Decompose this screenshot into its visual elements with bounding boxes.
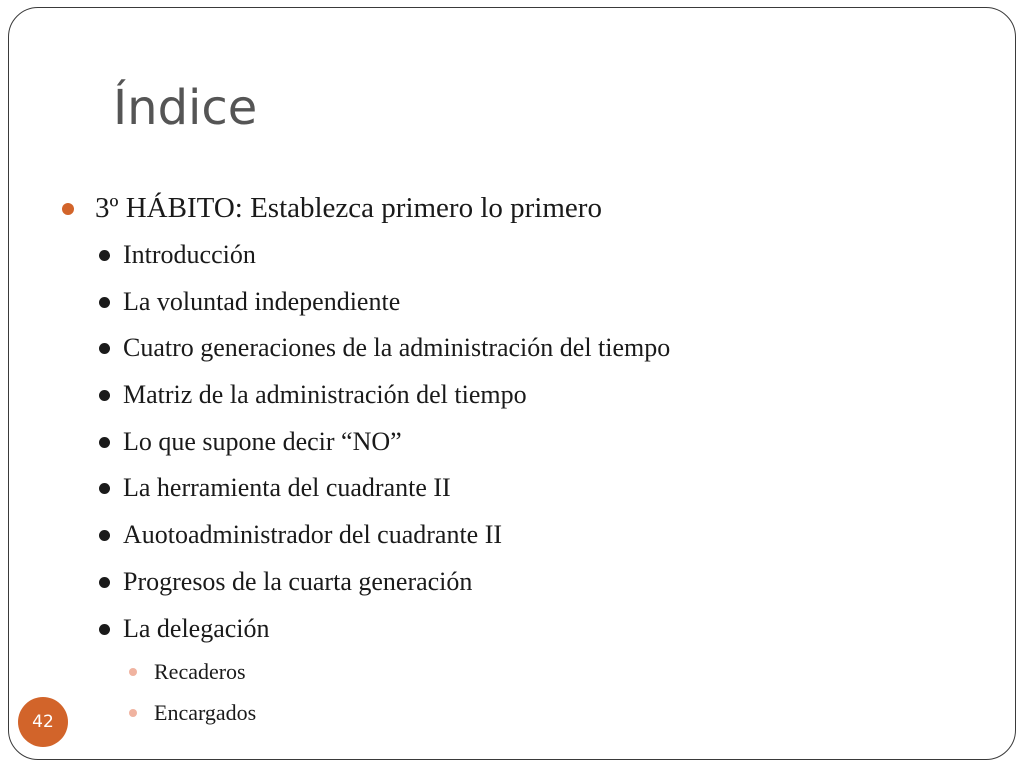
list-item <box>129 698 256 739</box>
slide-title: Índice <box>113 80 258 136</box>
sub-sub-bullet-list <box>129 657 256 739</box>
bullet-dot-icon <box>62 203 74 215</box>
list-item-main <box>62 188 602 228</box>
sub-bullet-list <box>99 236 670 656</box>
list-item <box>99 563 670 610</box>
bullet-dot-icon <box>129 709 137 717</box>
page-number-badge: 42 <box>18 697 68 747</box>
bullet-dot-icon <box>99 297 110 308</box>
sub-item-text: La herramienta del cuadrante II <box>123 473 451 503</box>
sub-item-text: Lo que supone decir “NO” <box>123 426 402 456</box>
main-bullet-list <box>62 188 602 228</box>
list-item <box>99 423 670 470</box>
sub-sub-item-text: Recaderos <box>154 659 246 684</box>
bullet-dot-icon <box>99 530 110 541</box>
list-item <box>129 657 256 698</box>
sub-item-text: La voluntad independiente <box>123 286 401 316</box>
bullet-dot-icon <box>99 483 110 494</box>
sub-sub-item-text: Encargados <box>154 700 257 725</box>
sub-item-text: Auotoadministrador del cuadrante II <box>123 520 503 550</box>
list-item <box>99 329 670 376</box>
bullet-dot-icon <box>129 668 137 676</box>
list-item <box>99 283 670 330</box>
bullet-dot-icon <box>99 624 110 635</box>
list-item <box>99 376 670 423</box>
list-item <box>99 236 670 283</box>
bullet-dot-icon <box>99 343 110 354</box>
bullet-dot-icon <box>99 437 110 448</box>
sub-item-text: Matriz de la administración del tiempo <box>123 380 527 410</box>
sub-item-text: La delegación <box>123 613 270 643</box>
sub-item-text: Introducción <box>123 240 256 269</box>
list-item <box>99 610 670 657</box>
main-item-text: 3º HÁBITO: Establezca primero lo primero <box>95 192 602 224</box>
list-item <box>99 469 670 516</box>
bullet-dot-icon <box>99 390 110 401</box>
sub-item-text: Progresos de la cuarta generación <box>123 566 473 596</box>
list-item <box>99 516 670 563</box>
sub-item-text: Cuatro generaciones de la administración del tiempo <box>123 333 671 363</box>
bullet-dot-icon <box>99 577 110 588</box>
bullet-dot-icon <box>99 250 110 261</box>
